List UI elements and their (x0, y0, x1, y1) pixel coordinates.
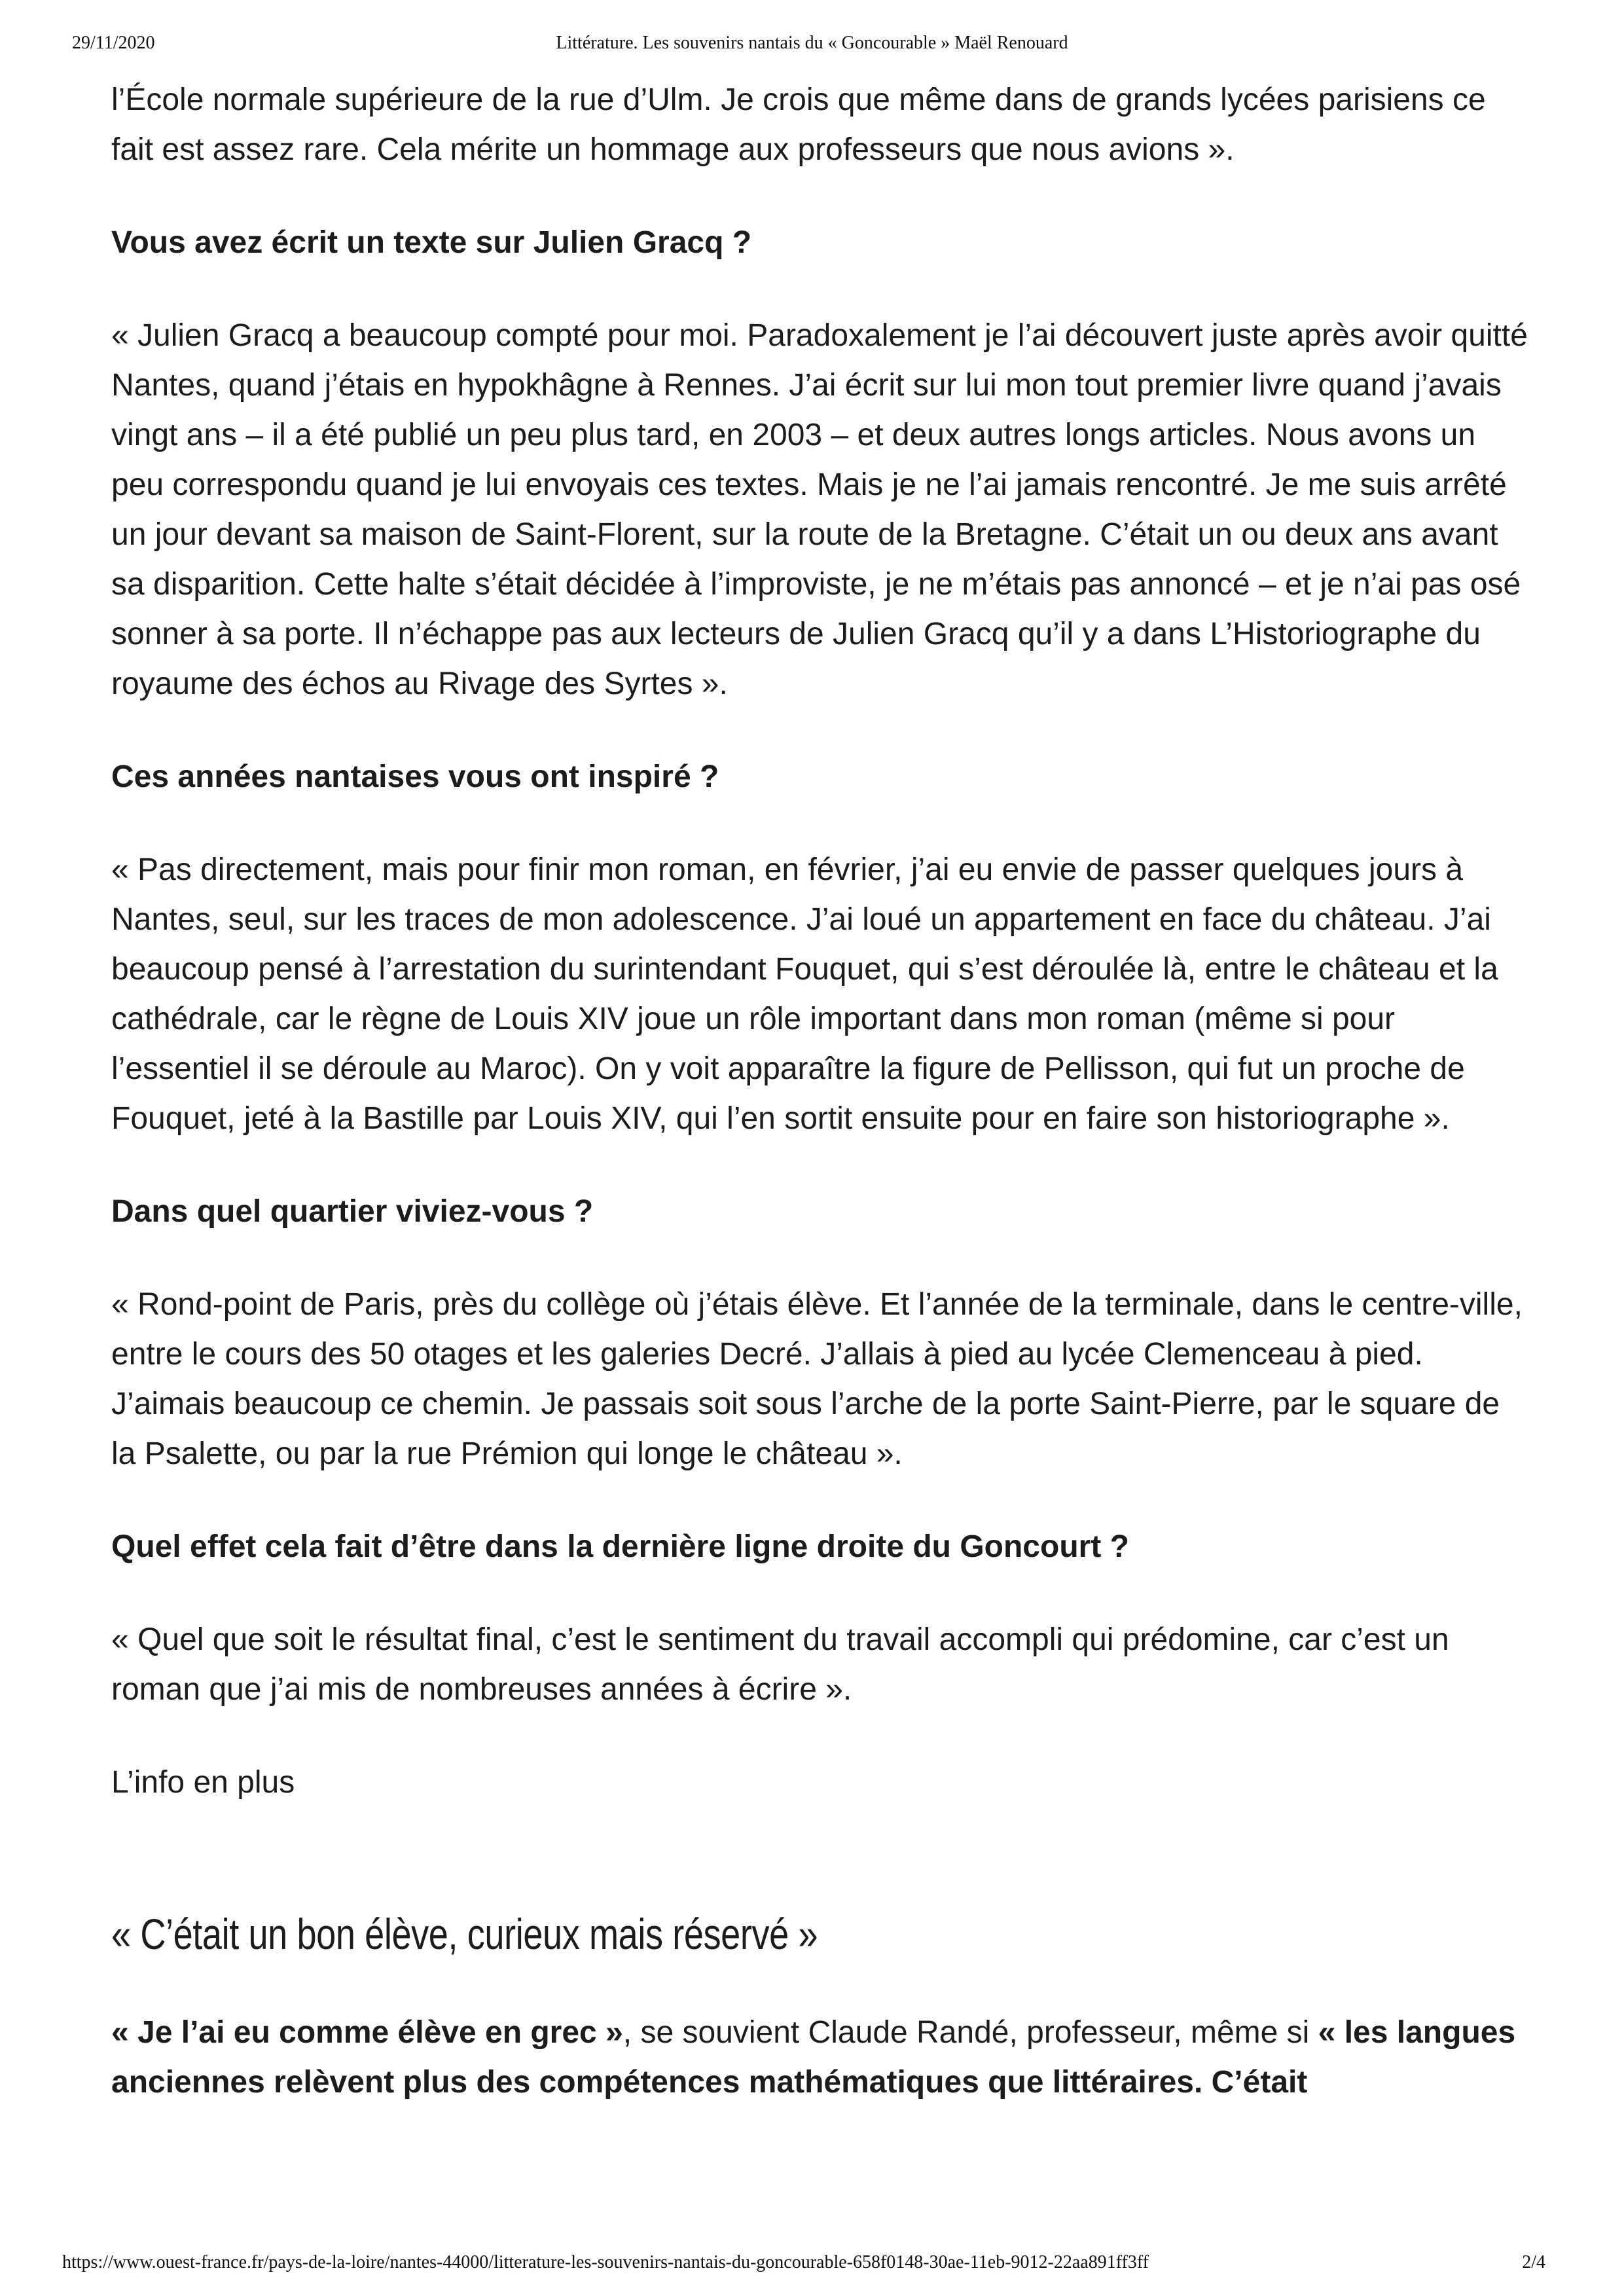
print-header (0, 33, 1624, 59)
closing-paragraph (111, 2008, 1532, 2107)
question-gracq: Vous avez écrit un texte sur Julien Gracq ? (111, 225, 752, 260)
answer-neighborhood: « Rond-point de Paris, près du collège où j’étais élève. Et l’année de la terminale, dans le centre-ville, entre le cours des 50 otages et les galeries Decré. J’allais à pied au lycée Clemenceau à pied. J’aimais beaucoup ce chemin. Je passais soit sous l’arche de la porte Saint-Pierre, par le square de la Psalette, ou par la rue Prémion qui longe le château ». (111, 1287, 1523, 1471)
info-label: L’info en plus (111, 1765, 295, 1800)
question-goncourt: Quel effet cela fait d’être dans la dernière ligne droite du Goncourt ? (111, 1529, 1129, 1564)
answer-gracq: « Julien Gracq a beaucoup compté pour moi. Paradoxalement je l’ai découvert juste après avoir quitté Nantes, quand j’étais en hypokhâgne à Rennes. J’ai écrit sur lui mon tout premier livre quand j’avais vingt ans – il a été publié un peu plus tard, en 2003 – et deux autres longs articles. Nous avons un peu correspondu quand je lui envoyais ces textes. Mais je ne l’ai jamais rencontré. Je me suis arrêté un jour devant sa maison de Saint-Florent, sur la route de la Bretagne. C’était un ou deux ans avant sa disparition. Cette halte s’était décidée à l’improviste, je ne m’étais pas annoncé – et je n’ai pas osé sonner à sa porte. Il n’échappe pas aux lecteurs de Julien Gracq qu’il y a dans L’Historiographe du royaume des échos au Rivage des Syrtes ». (111, 318, 1528, 701)
print-footer (0, 2252, 1624, 2278)
attribution-text: , se souvient Claude Randé, professeur, même si (623, 2015, 1318, 2050)
print-url: https://www.ouest-france.fr/pays-de-la-loire/nantes-44000/litterature-les-souvenirs-nantais-du-goncourable-658f0148-30ae-11eb-9012-22aa891ff3ff (62, 2252, 1149, 2272)
page-number: 2/4 (1522, 2252, 1545, 2272)
print-title: Littérature. Les souvenirs nantais du « Goncourable » Maël Renouard (556, 33, 1068, 53)
quote-languages: « les langues anciennes relèvent plus des compétences mathématiques que littéraires. C’était (111, 2015, 1516, 2100)
quote-greek: « Je l’ai eu comme élève en grec » (111, 2015, 623, 2050)
answer-nantes-years: « Pas directement, mais pour finir mon roman, en février, j’ai eu envie de passer quelques jours à Nantes, seul, sur les traces de mon adolescence. J’ai loué un appartement en face du château. J’ai beaucoup pensé à l’arrestation du surintendant Fouquet, qui s’est déroulée là, entre le château et la cathédrale, car le règne de Louis XIV joue un rôle important dans mon roman (même si pour l’essentiel il se déroule au Maroc). On y voit apparaître la figure de Pellisson, qui fut un proche de Fouquet, jeté à la Bastille par Louis XIV, qui l’en sortit ensuite pour en faire son historiographe ». (111, 852, 1498, 1136)
answer-goncourt: « Quel que soit le résultat final, c’est le sentiment du travail accompli qui prédomine, car c’est un roman que j’ai mis de nombreuses années à écrire ». (111, 1622, 1449, 1707)
intro-paragraph: l’École normale supérieure de la rue d’Ulm. Je crois que même dans de grands lycées parisiens ce fait est assez rare. Cela mérite un hommage aux professeurs que nous avions ». (111, 82, 1486, 167)
question-neighborhood: Dans quel quartier viviez-vous ? (111, 1194, 594, 1229)
section-heading: « C’était un bon élève, curieux mais réservé » (111, 1910, 818, 1958)
print-date: 29/11/2020 (72, 33, 155, 53)
question-nantes-years: Ces années nantaises vous ont inspiré ? (111, 759, 719, 794)
article-body (111, 75, 1532, 2107)
